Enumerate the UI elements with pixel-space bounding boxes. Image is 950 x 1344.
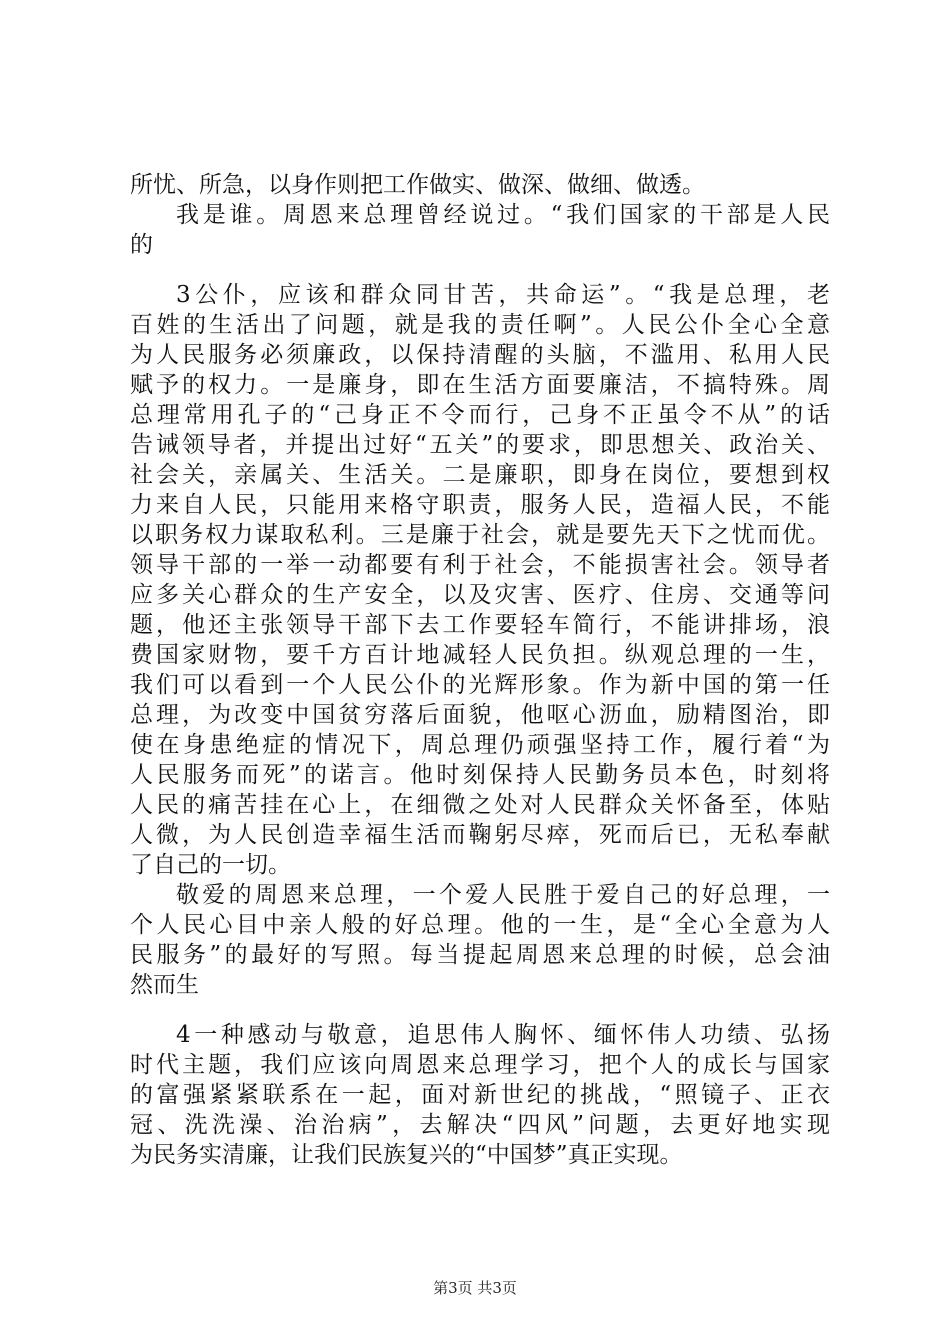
text-line: 3公仆，应该和群众同甘苦，共命运”。“我是总理，老 xyxy=(176,282,830,308)
text-line: 以职务权力谋取私利。三是廉于社会，就是要先天下之忧而优。 xyxy=(130,522,830,548)
text-line: 赋予的权力。一是廉身，即在生活方面要廉洁，不搞特殊。周 xyxy=(130,372,830,398)
text-line: 我是谁。周恩来总理曾经说过。“我们国家的干部是人民 xyxy=(176,202,830,228)
page-footer: 第3页 共3页 xyxy=(433,1279,517,1297)
text-line: 告诫领导者，并提出过好“五关”的要求，即思想关、政治关、 xyxy=(130,432,830,458)
text-line: 4一种感动与敬意，追思伟人胸怀、缅怀伟人功绩、弘扬 xyxy=(176,1022,830,1048)
text-line: 人微，为人民创造幸福生活而鞠躬尽瘁，死而后已，无私奉献 xyxy=(130,822,830,848)
text-line: 然而生 xyxy=(130,972,199,998)
text-line: 时代主题，我们应该向周恩来总理学习，把个人的成长与国家 xyxy=(130,1052,830,1078)
text-line: 力来自人民，只能用来格守职责，服务人民，造福人民，不能 xyxy=(130,492,830,518)
text-line: 敬爱的周恩来总理，一个爱人民胜于爱自己的好总理，一 xyxy=(176,882,830,908)
text-line: 领导干部的一举一动都要有利于社会，不能损害社会。领导者 xyxy=(130,552,830,578)
text-line: 为人民服务必须廉政，以保持清醒的头脑，不滥用、私用人民 xyxy=(130,342,830,368)
text-line: 总理，为改变中国贫穷落后面貌，他呕心沥血，励精图治，即 xyxy=(130,702,830,728)
text-line: 费国家财物，要千方百计地减轻人民负担。纵观总理的一生， xyxy=(130,642,830,668)
text-line: 了自己的一切。 xyxy=(130,852,291,878)
text-line: 使在身患绝症的情况下，周总理仍顽强坚持工作，履行着“为 xyxy=(130,732,830,758)
text-line: 人民服务而死”的诺言。他时刻保持人民勤务员本色，时刻将 xyxy=(130,762,830,788)
text-line: 社会关，亲属关、生活关。二是廉职，即身在岗位，要想到权 xyxy=(130,462,830,488)
text-line: 为民务实清廉，让我们民族复兴的“中国梦”真正实现。 xyxy=(130,1142,683,1168)
text-line: 人民的痛苦挂在心上，在细微之处对人民群众关怀备至，体贴 xyxy=(130,792,830,818)
text-line: 民服务”的最好的写照。每当提起周恩来总理的时候，总会油 xyxy=(130,942,830,968)
text-line: 总理常用孔子的“己身正不令而行，己身不正虽令不从”的话 xyxy=(130,402,830,428)
text-line: 题，他还主张领导干部下去工作要轻车简行，不能讲排场，浪 xyxy=(130,612,830,638)
text-line: 所忧、所急，以身作则把工作做实、做深、做细、做透。 xyxy=(130,172,705,198)
paragraph-gap xyxy=(130,1000,830,1020)
text-line: 我们可以看到一个人民公仆的光辉形象。作为新中国的第一任 xyxy=(130,672,830,698)
text-line: 百姓的生活出了问题，就是我的责任啊”。人民公仆全心全意 xyxy=(130,312,830,338)
text-line: 冠、洗洗澡、治治病”，去解决“四风”问题，去更好地实现 xyxy=(130,1112,830,1138)
paragraph-gap xyxy=(130,260,830,280)
text-line: 的富强紧紧联系在一起，面对新世纪的挑战，“照镜子、正衣 xyxy=(130,1082,830,1108)
text-line: 的 xyxy=(130,232,153,258)
text-line: 应多关心群众的生产安全，以及灾害、医疗、住房、交通等问 xyxy=(130,582,830,608)
text-line: 个人民心目中亲人般的好总理。他的一生，是“全心全意为人 xyxy=(130,912,830,938)
document-body xyxy=(130,170,830,1170)
